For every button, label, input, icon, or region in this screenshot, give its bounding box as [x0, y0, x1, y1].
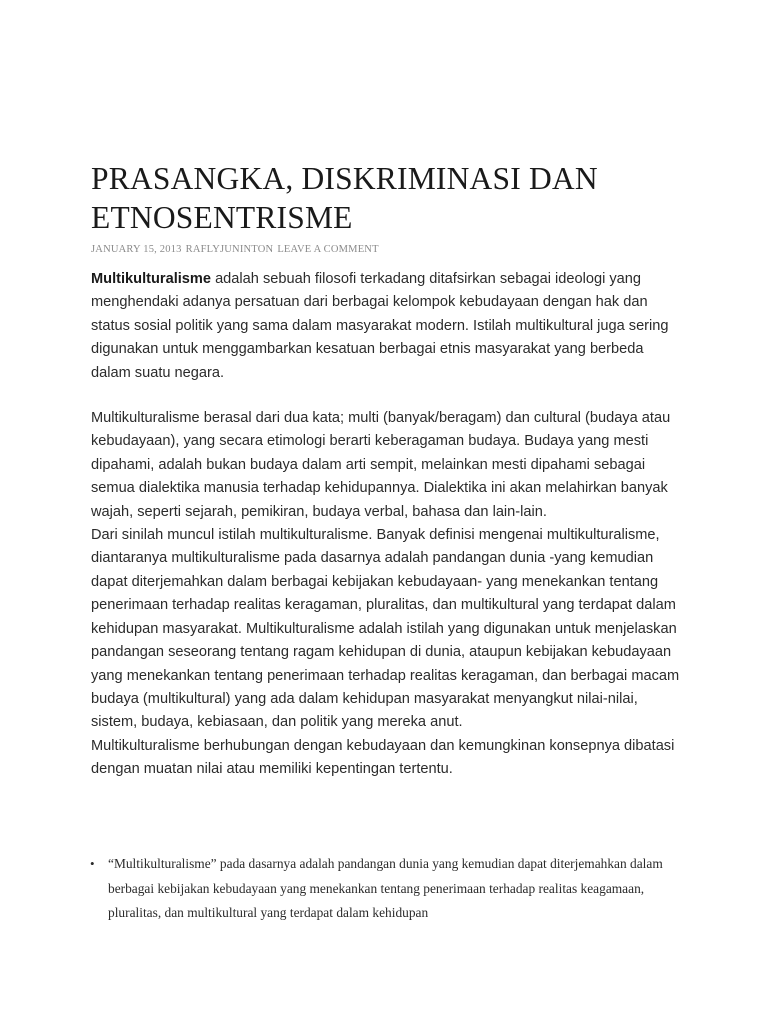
intro-text: adalah sebuah filosofi terkadang ditafsirkan sebagai ideologi yang menghendaki adanya persatuan dari berbagai kelompok kebudayaan dengan hak dan status sosial politik yang sama dalam masyarakat modern. Istilah multikultural juga sering digunakan untuk menggambarkan kesatuan berbagai etnis masyarakat yang berbeda dalam suatu negara. — [91, 271, 669, 381]
paragraph-definitions: Dari sinilah muncul istilah multikulturalisme. Banyak definisi mengenai multikulturalisme, diantaranya multikulturalisme pada dasarnya adalah pandangan dunia -yang kemudian dapat diterjemahkan dalam berbagai kebijakan kebudayaan- yang menekankan tentang penerimaan terhadap realitas keragaman, pluralitas, dan multikultural yang terdapat dalam kehidupan masyarakat. Multikulturalisme adalah istilah yang digunakan untuk menjelaskan pandangan seseorang tentang ragam kehidupan di dunia, ataupun kebijakan kebudayaan yang menekankan tentang penerimaan terhadap realitas keragaman, dan berbagai macam budaya (multikultural) yang ada dalam kehidupan masyarakat menyangkut nilai-nilai, sistem, budaya, kebiasaan, dan politik yang mereka anut. — [91, 527, 680, 731]
post-date-link[interactable]: JANUARY 15, 2013 — [91, 244, 182, 255]
list-item-text: “Multikulturalisme” pada dasarnya adalah pandangan dunia yang kemudian dapat diterjemahkan dalam berbagai kebijakan kebudayaan yang menekankan tentang penerimaan terhadap realitas keagamaan, pluralitas, dan multikultural yang terdapat dalam kehidupan — [108, 856, 663, 921]
post-meta — [91, 244, 383, 255]
leave-comment-link[interactable]: LEAVE A COMMENT — [277, 244, 379, 255]
list-item — [91, 852, 691, 926]
paragraph-intro — [91, 268, 681, 385]
paragraph-etymology: Multikulturalisme berasal dari dua kata; multi (banyak/beragam) dan cultural (budaya atau kebudayaan), yang secara etimologi berarti keberagaman budaya. Budaya yang mesti dipahami, adalah bukan budaya dalam arti sempit, melainkan mesti dipahami sebagai semua dialektika manusia terhadap kehidupannya. Dialektika ini akan melahirkan banyak wajah, seperti sejarah, pemikiran, budaya verbal, bahasa dan lain-lain. — [91, 410, 671, 520]
bullet-list — [91, 852, 691, 926]
bullet-icon: • — [90, 856, 95, 871]
article-title: PRASANGKA, DISKRIMINASI DAN ETNOSENTRISME — [91, 161, 598, 235]
article-body — [91, 268, 681, 782]
paragraph-concept: Multikulturalisme berhubungan dengan kebudayaan dan kemungkinan konsepnya dibatasi dengan muatan nilai atau memiliki kepentingan tertentu. — [91, 737, 675, 778]
post-author-link[interactable]: RAFLYJUNINTON — [185, 244, 274, 255]
intro-term: Multikulturalisme — [91, 271, 212, 287]
